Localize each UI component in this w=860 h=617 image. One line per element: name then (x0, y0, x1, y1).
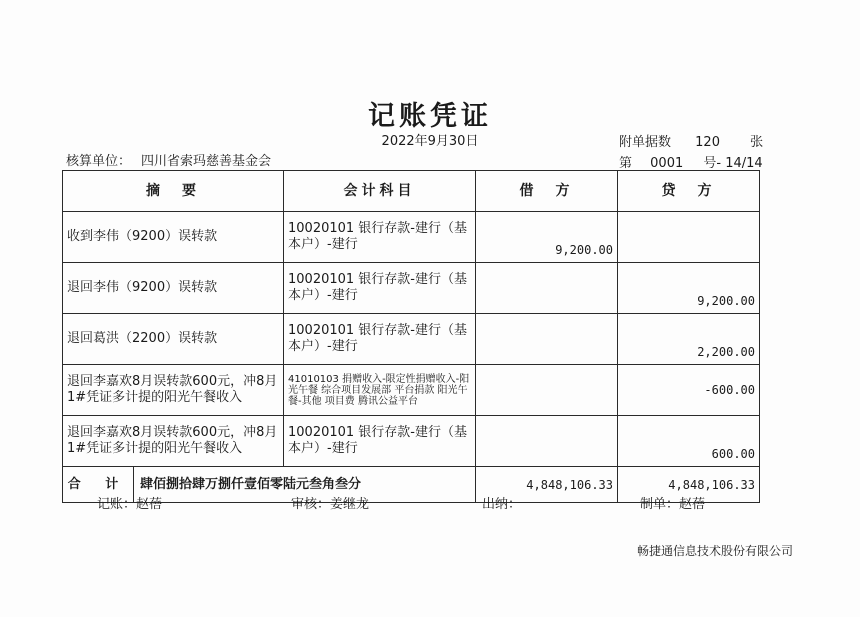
table-row (63, 365, 760, 416)
row-account: 10020101 银行存款-建行（基本户）-建行 (284, 314, 476, 365)
sig-reviewer: 审核：姜继龙 (291, 497, 370, 512)
attachment-count (619, 131, 763, 150)
attach-count: 120 (695, 135, 720, 150)
attach-unit: 张 (750, 135, 764, 150)
voucher-number (619, 152, 763, 171)
row-credit: 2,200.00 (618, 314, 760, 365)
row-credit: 600.00 (618, 416, 760, 467)
table-row (63, 314, 760, 365)
sig-bookkeeper: 记账：赵蓓 (97, 497, 163, 512)
row-account: 10020101 银行存款-建行（基本户）-建行 (284, 212, 476, 263)
header-account: 会计科目 (284, 171, 476, 212)
voucher-date: 2022年9月30日 (381, 134, 479, 149)
row-account: 10020101 银行存款-建行（基本户）-建行 (284, 263, 476, 314)
row-summary: 退回李嘉欢8月误转款600元，冲8月1#凭证多计提的阳光午餐收入 (63, 365, 284, 416)
row-credit (618, 212, 760, 263)
attach-label: 附单据数 (619, 135, 672, 150)
row-debit (476, 263, 618, 314)
org-unit (66, 150, 271, 169)
header-debit: 借 方 (476, 171, 618, 212)
row-debit (476, 314, 618, 365)
voucher-title: 记账凭证 (368, 101, 492, 132)
header-summary: 摘 要 (63, 171, 284, 212)
row-account: 10020101 银行存款-建行（基本户）-建行 (284, 416, 476, 467)
voucher-page: 14/14 (725, 156, 763, 171)
row-summary: 退回葛洪（2200）误转款 (63, 314, 284, 365)
row-credit: -600.00 (618, 365, 760, 416)
row-debit: 9,200.00 (476, 212, 618, 263)
row-summary: 退回李嘉欢8月误转款600元，冲8月1#凭证多计提的阳光午餐收入 (63, 416, 284, 467)
table-row (63, 416, 760, 467)
sig-preparer: 制单：赵蓓 (640, 497, 706, 512)
table-row (63, 263, 760, 314)
voucher-no: 0001 (650, 156, 684, 171)
row-credit: 9,200.00 (618, 263, 760, 314)
row-summary: 收到李伟（9200）误转款 (63, 212, 284, 263)
header-credit: 贷 方 (618, 171, 760, 212)
voucher-table (62, 170, 760, 503)
voucher-prefix: 第 (619, 156, 633, 171)
table-header-row (63, 171, 760, 212)
table-row (63, 212, 760, 263)
voucher-suffix: 号- (703, 156, 722, 171)
sig-cashier: 出纳： (482, 497, 522, 512)
row-debit (476, 365, 618, 416)
software-vendor: 畅捷通信息技术股份有限公司 (637, 544, 794, 558)
total-credit: 4,848,106.33 (618, 467, 760, 503)
org-name: 四川省索玛慈善基金会 (141, 154, 272, 169)
row-account: 41010103 捐赠收入-限定性捐赠收入-阳光午餐 综合项目发展部 平台捐款 阳光午餐-其他 项目费 腾讯公益平台 (284, 365, 476, 416)
org-label: 核算单位： (66, 154, 132, 169)
total-in-words: 肆佰捌拾肆万捌仟壹佰零陆元叁角叁分 (140, 476, 362, 492)
total-debit: 4,848,106.33 (476, 467, 618, 503)
row-debit (476, 416, 618, 467)
row-summary: 退回李伟（9200）误转款 (63, 263, 284, 314)
total-label: 合 计 (63, 467, 134, 502)
